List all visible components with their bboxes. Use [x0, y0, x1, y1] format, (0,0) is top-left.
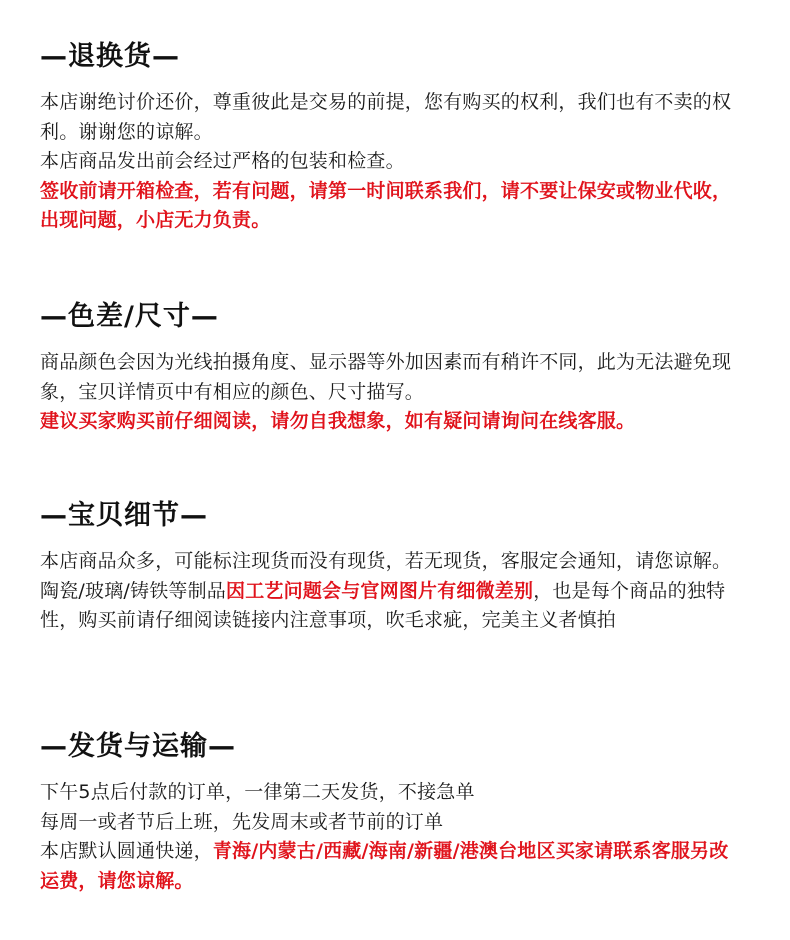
returns-title: —退换货— — [40, 41, 180, 72]
details-stock-text: 本店商品众多，可能标注现货而没有现货，若无现货，客服定会通知，请您谅解。 — [40, 550, 732, 572]
color-size-warning-text: 建议买家购买前仔细阅读，请勿自我想象，如有疑问请询问在线客服。 — [40, 410, 636, 432]
shipping-courier-text — [40, 837, 740, 896]
shipping-order-text: 每周一或者节后上班，先发周末或者节前的订单 — [40, 810, 444, 833]
returns-policy-text: 本店谢绝讨价还价，尊重彼此是交易的前提，您有购买的权利，我们也有不卖的权利。谢谢您的谅解。 — [40, 91, 732, 143]
color-size-section — [40, 298, 740, 437]
shipping-courier-highlight: 青海/内蒙古/西藏/海南/新疆/港澳台地区买家请联系客服另改运费，请您谅解。 — [40, 840, 729, 892]
shipping-courier-prefix: 本店默认圆通快递， — [40, 840, 213, 862]
details-section — [40, 497, 740, 636]
returns-warning-text: 签收前请开箱检查，若有问题，请第一时间联系我们，请不要让保安或物业代收，出现问题，小店无力负责。 — [40, 179, 732, 231]
shipping-cutoff-text: 下午5点后付款的订单，一律第二天发货，不接急单 — [40, 781, 475, 803]
shipping-section — [40, 728, 740, 896]
color-size-note-text: 商品颜色会因为光线拍摄角度、显示器等外加因素而有稍许不同，此为无法避免现象，宝贝详情页中有相应的颜色、尺寸描写。 — [40, 351, 732, 403]
shipping-title: —发货与运输— — [40, 731, 236, 762]
details-materials-text — [40, 577, 740, 636]
returns-section — [40, 38, 740, 236]
details-materials-highlight: 因工艺问题会与官网图片有细微差别 — [226, 579, 534, 602]
details-materials-suffix: ，也是每个商品的独特性，购买前请仔细阅读链接内注意事项，吹毛求疵，完美主义者慎拍 — [40, 579, 726, 631]
details-materials-prefix: 陶瓷/玻璃/铸铁等制品 — [40, 579, 227, 602]
returns-inspection-text: 本店商品发出前会经过严格的包装和检查。 — [40, 150, 405, 172]
details-title: —宝贝细节— — [40, 500, 208, 531]
color-size-title: —色差/尺寸— — [40, 301, 219, 332]
